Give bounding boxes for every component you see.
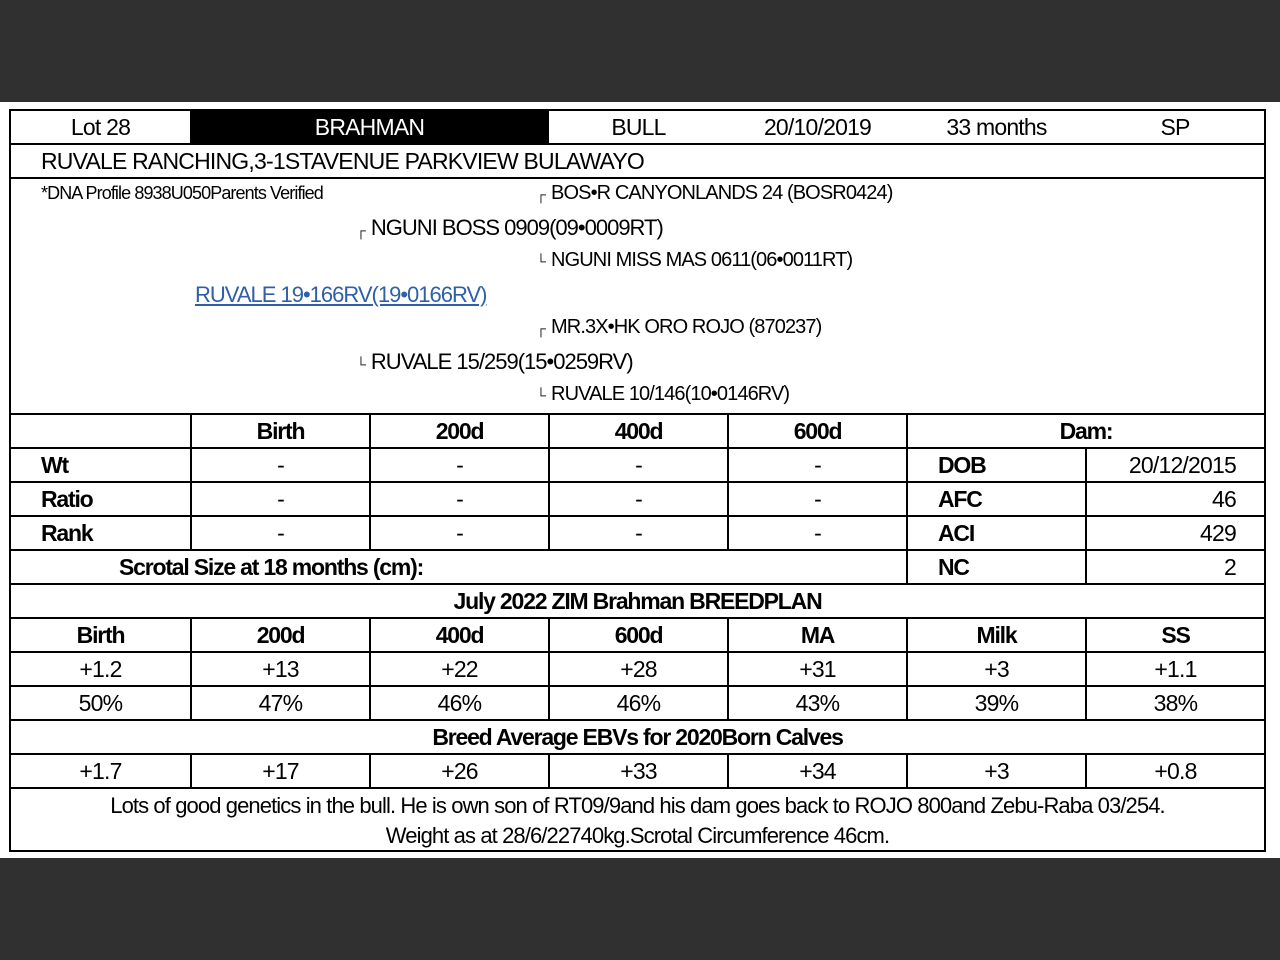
- weights-row-rank: [11, 517, 1264, 551]
- pedigree-dam-sire: [536, 316, 821, 339]
- dam-value: 20/12/2015: [1085, 449, 1264, 481]
- comment-line-2: Weight as at 28/6/22740kg.Scrotal Circumference 46cm.: [385, 823, 890, 848]
- pedigree-sire-dam: [536, 249, 852, 272]
- dam-value: 429: [1085, 517, 1264, 549]
- age-label: 33 months: [946, 113, 1047, 140]
- birth-date: 20/10/2019: [763, 113, 872, 140]
- weights-header-600d: 600d: [727, 415, 906, 447]
- lot-header-row: [11, 111, 1264, 145]
- ratio-value: -: [369, 483, 548, 515]
- bracket-top-icon: ┌: [536, 320, 546, 336]
- weights-row-wt: [11, 449, 1264, 483]
- ebv-value: +22: [369, 653, 548, 685]
- weights-row-ratio: [11, 483, 1264, 517]
- weights-header-birth: Birth: [190, 415, 369, 447]
- ebv-value: +1.1: [1085, 653, 1264, 685]
- pedigree-sire-sire: [536, 182, 892, 205]
- breedplan-title-row: [11, 585, 1264, 619]
- comment-line-1: Lots of good genetics in the bull. He is own son of RT09/9and his dam goes back to ROJO 800and Zebu-Raba 03/254.: [110, 793, 1165, 818]
- bracket-bottom-icon: └: [536, 387, 546, 403]
- row-label: Wt: [41, 451, 68, 478]
- dam-dam-name: RUVALE 10/146(10•0146RV): [551, 383, 790, 405]
- breedplan-title: July 2022 ZIM Brahman BREEDPLAN: [453, 587, 822, 614]
- accuracy-value: 46%: [369, 687, 548, 719]
- ebv-header: Birth: [76, 621, 125, 648]
- dna-note: *DNA Profile 8938U050Parents Verified: [41, 183, 323, 203]
- owner-row: [11, 145, 1264, 179]
- dam-value: 2: [1085, 551, 1264, 583]
- accuracy-value: 50%: [78, 689, 123, 716]
- scrotal-row: [11, 551, 1264, 585]
- rank-value: -: [369, 517, 548, 549]
- bracket-bottom-icon: └: [356, 356, 365, 372]
- weights-header-200d: 200d: [369, 415, 548, 447]
- sire-dam-name: NGUNI MISS MAS 0611(06•0011RT): [551, 249, 853, 271]
- accuracy-value: 38%: [1085, 687, 1264, 719]
- ebv-header: SS: [1085, 619, 1264, 651]
- row-label: Rank: [41, 519, 93, 546]
- sex-label: BULL: [611, 113, 666, 140]
- pedigree-dam: [356, 349, 633, 375]
- accuracy-value: 46%: [548, 687, 727, 719]
- dam-label: ACI: [906, 517, 1085, 549]
- average-value: +3: [906, 755, 1085, 787]
- ebv-header: 400d: [369, 619, 548, 651]
- average-value: +1.7: [79, 757, 122, 784]
- dam-title: Dam:: [906, 415, 1264, 447]
- animal-name-link[interactable]: RUVALE 19•166RV(19•0166RV): [195, 282, 487, 307]
- weight-value: -: [548, 449, 727, 481]
- bracket-top-icon: ┌: [356, 222, 365, 238]
- rank-value: -: [548, 517, 727, 549]
- bracket-bottom-icon: └: [536, 253, 546, 269]
- dam-label: AFC: [906, 483, 1085, 515]
- ebv-header: 600d: [548, 619, 727, 651]
- lot-card: [9, 109, 1266, 852]
- pedigree-dam-dam: [536, 383, 789, 406]
- ebv-value: +31: [727, 653, 906, 685]
- average-value: +33: [548, 755, 727, 787]
- rank-value: -: [727, 517, 906, 549]
- weights-corner: [11, 415, 190, 447]
- ebv-header: 200d: [190, 619, 369, 651]
- dam-label: NC: [906, 551, 1085, 583]
- dam-name: RUVALE 15/259(15•0259RV): [370, 349, 633, 374]
- accuracy-value: 47%: [190, 687, 369, 719]
- scrotal-label: Scrotal Size at 18 months (cm):: [119, 553, 424, 580]
- breedplan-ebv-row: [11, 653, 1264, 687]
- breedplan-accuracy-row: [11, 687, 1264, 721]
- owner-name: RUVALE RANCHING,3-1STAVENUE PARKVIEW BULAWAYO: [41, 147, 645, 174]
- breed-average-title-row: [11, 721, 1264, 755]
- bracket-top-icon: ┌: [536, 186, 546, 202]
- ratio-value: -: [548, 483, 727, 515]
- ebv-value: +28: [548, 653, 727, 685]
- ebv-value: +1.2: [79, 655, 122, 682]
- dam-value: 46: [1085, 483, 1264, 515]
- weight-value: -: [727, 449, 906, 481]
- ebv-value: +13: [190, 653, 369, 685]
- sire-sire-name: BOS•R CANYONLANDS 24 (BOSR0424): [551, 182, 893, 204]
- rank-value: -: [190, 517, 369, 549]
- pedigree-sire: [356, 215, 663, 241]
- ratio-value: -: [190, 483, 369, 515]
- lot-number: Lot 28: [70, 113, 131, 140]
- weight-value: -: [369, 449, 548, 481]
- dam-label: DOB: [906, 449, 1085, 481]
- ebv-value: +3: [906, 653, 1085, 685]
- average-value: +0.8: [1085, 755, 1264, 787]
- ratio-value: -: [727, 483, 906, 515]
- row-label: Ratio: [41, 485, 93, 512]
- accuracy-value: 39%: [906, 687, 1085, 719]
- pedigree-block: [11, 179, 1264, 415]
- sire-name: NGUNI BOSS 0909(09•0009RT): [370, 215, 663, 240]
- average-value: +34: [727, 755, 906, 787]
- code-label: SP: [1160, 113, 1190, 140]
- comments-block: [11, 789, 1264, 850]
- ebv-header: MA: [727, 619, 906, 651]
- weight-value: -: [190, 449, 369, 481]
- average-value: +17: [190, 755, 369, 787]
- average-value: +26: [369, 755, 548, 787]
- weights-header-row: [11, 415, 1264, 449]
- dam-sire-name: MR.3X•HK ORO ROJO (870237): [551, 316, 822, 338]
- breedplan-header-row: [11, 619, 1264, 653]
- weights-header-400d: 400d: [548, 415, 727, 447]
- breed-label: BRAHMAN: [190, 111, 549, 143]
- breed-average-row: [11, 755, 1264, 789]
- breed-average-title: Breed Average EBVs for 2020Born Calves: [432, 723, 843, 750]
- accuracy-value: 43%: [727, 687, 906, 719]
- sale-catalogue-sheet: [0, 102, 1280, 858]
- ebv-header: Milk: [906, 619, 1085, 651]
